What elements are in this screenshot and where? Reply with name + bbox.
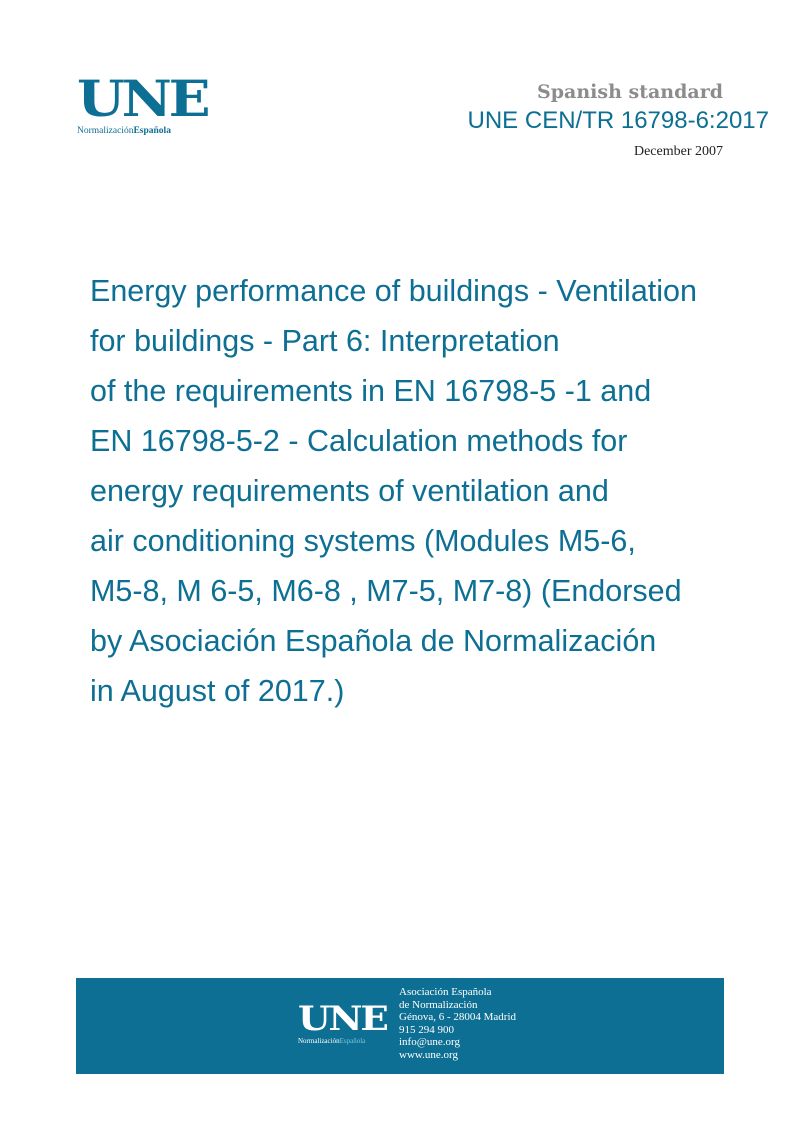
footer-tagline-left: Normalización bbox=[298, 1037, 340, 1045]
contact-phone: 915 294 900 bbox=[399, 1023, 454, 1036]
contact-org-line2: de Normalización bbox=[399, 998, 478, 1011]
contact-website: www.une.org bbox=[399, 1048, 458, 1061]
une-logo bbox=[77, 69, 208, 136]
title-line: EN 16798-5-2 - Calculation methods for bbox=[90, 424, 628, 458]
document-title bbox=[90, 266, 750, 716]
title-line: for buildings - Part 6: Interpretation bbox=[90, 324, 560, 358]
title-line: of the requirements in EN 16798-5 -1 and bbox=[90, 374, 652, 408]
title-line: in August of 2017.) bbox=[90, 674, 345, 708]
title-line: by Asociación Española de Normalización bbox=[90, 624, 657, 658]
title-line: energy requirements of ventilation and bbox=[90, 474, 609, 508]
contact-email: info@une.org bbox=[399, 1036, 460, 1048]
title-line: M5-8, M 6-5, M6-8 , M7-5, M7-8) (Endorsed bbox=[90, 574, 682, 608]
standard-date: December 2007 bbox=[633, 144, 723, 159]
footer-logo bbox=[298, 999, 398, 1045]
logo-tagline-left: Normalización bbox=[77, 126, 134, 136]
standard-header bbox=[323, 80, 769, 162]
footer-banner bbox=[76, 978, 724, 1074]
footer-contact bbox=[399, 986, 516, 1061]
contact-org-line1: Asociación Española bbox=[399, 986, 492, 998]
standard-label: Spanish standard bbox=[537, 81, 723, 103]
logo-mark: UNE bbox=[77, 69, 208, 128]
standard-code: UNE CEN/TR 16798-6:2017 bbox=[467, 107, 769, 134]
footer-tagline-right: Española bbox=[339, 1037, 366, 1045]
footer-logo-mark: UNE bbox=[298, 999, 387, 1039]
title-line: Energy performance of buildings - Ventilation bbox=[90, 274, 697, 308]
title-line: air conditioning systems (Modules M5-6, bbox=[90, 524, 636, 558]
logo-tagline-right: Española bbox=[133, 126, 171, 136]
contact-address: Génova, 6 - 28004 Madrid bbox=[399, 1011, 517, 1023]
